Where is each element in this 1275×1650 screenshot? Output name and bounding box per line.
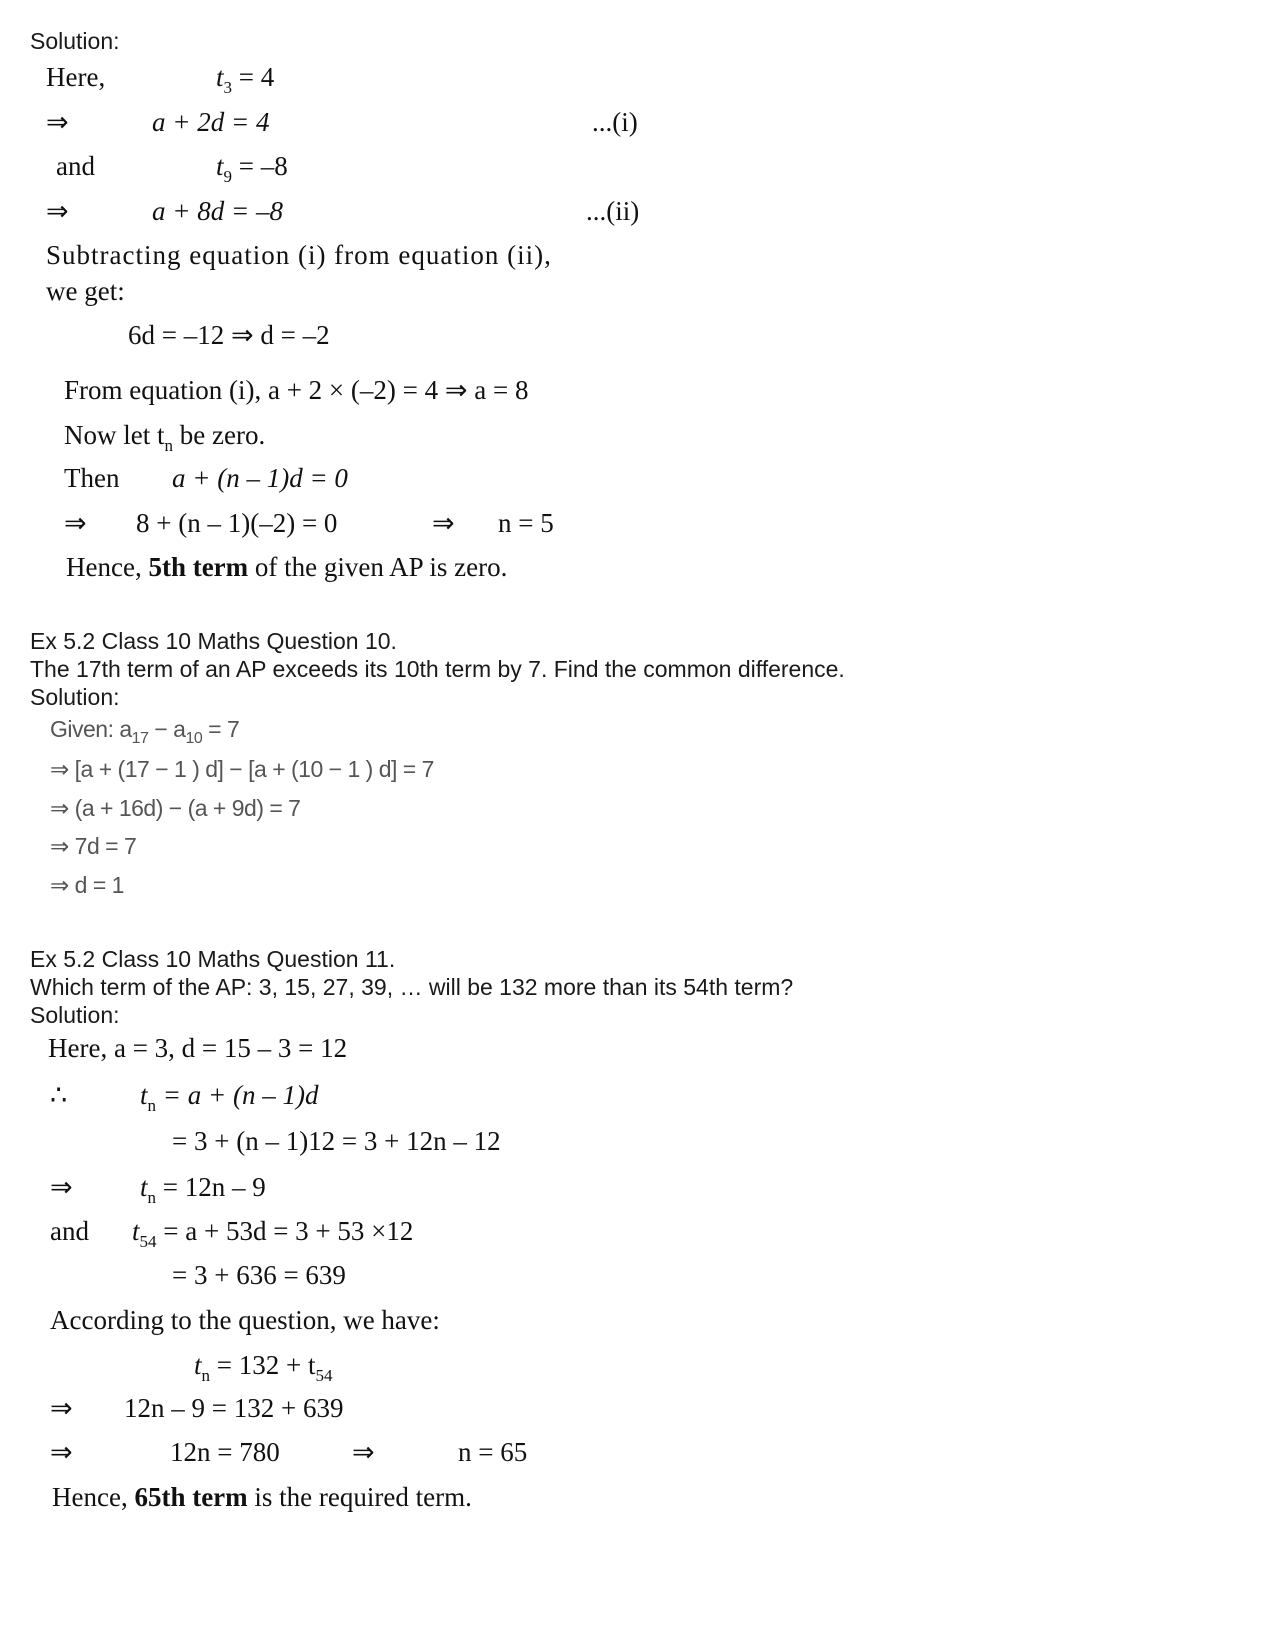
- n-result: n = 65: [458, 1437, 528, 1467]
- step-2: 12n = 780: [170, 1437, 280, 1467]
- subtracting-text: Subtracting equation (i) from equation (ii),: [46, 240, 552, 270]
- tn-equation-3: $t_n = 12n - 9$: [140, 1172, 266, 1207]
- step-1: ⇒ [a + (17 − 1 ) d] − [a + (10 − 1 ) d] = 7: [50, 756, 434, 782]
- implies-symbol: ⇒: [432, 508, 455, 538]
- question-10-text: The 17th term of an AP exceeds its 10th term by 7. Find the common difference.: [30, 656, 845, 682]
- condition-equation: $t_n = 132 + t_{54}$: [194, 1350, 333, 1385]
- step-1: 12n – 9 = 132 + 639: [124, 1393, 344, 1423]
- according-text: According to the question, we have:: [50, 1305, 440, 1335]
- therefore-symbol: ∴: [50, 1080, 68, 1110]
- step-4: ⇒ d = 1: [50, 872, 124, 898]
- we-get-text: we get:: [46, 276, 125, 306]
- here-line: Here, a = 3, d = 15 – 3 = 12: [48, 1033, 348, 1063]
- tn-equation-2: = 3 + (n – 1)12 = 3 + 12n – 12: [172, 1126, 501, 1156]
- then-equation: a + (n – 1)d = 0: [172, 463, 348, 493]
- implies-symbol: ⇒: [50, 1172, 73, 1202]
- equation-2: a + 8d = –8: [152, 196, 283, 226]
- now-let-text: Now let $t_n$ be zero.: [64, 420, 266, 455]
- solution-label: Solution:: [30, 1002, 120, 1028]
- step-equation: 8 + (n – 1)(–2) = 0: [136, 508, 338, 538]
- t3-equation: $t_3 = 4$: [216, 62, 275, 97]
- equation-2-tag: ...(ii): [586, 196, 640, 226]
- implies-symbol: ⇒: [50, 1393, 73, 1423]
- t9-equation: $t_9 = -8$: [216, 151, 288, 186]
- question-11-text: Which term of the AP: 3, 15, 27, 39, … will be 132 more than its 54th term?: [30, 974, 794, 1000]
- equation-1-tag: ...(i): [592, 107, 638, 137]
- implies-symbol: ⇒: [64, 508, 87, 538]
- tn-equation-1: $t_n = a + (n - 1)d$: [140, 1080, 319, 1115]
- question-10-title: Ex 5.2 Class 10 Maths Question 10.: [30, 628, 397, 654]
- solution-label: Solution:: [30, 28, 120, 54]
- step-2: ⇒ (a + 16d) − (a + 9d) = 7: [50, 795, 301, 821]
- question-11-title: Ex 5.2 Class 10 Maths Question 11.: [30, 946, 396, 972]
- t54-equation-1: $t_{54} = a + 53d = 3 + 53 \times 12$: [132, 1216, 414, 1251]
- n-result: n = 5: [498, 508, 554, 538]
- and-label: and: [56, 151, 95, 181]
- conclusion-text: Hence, 5th term of the given AP is zero.: [66, 552, 508, 582]
- d-result: 6d = –12 ⇒ d = –2: [128, 320, 330, 350]
- and-label: and: [50, 1216, 89, 1246]
- implies-symbol: ⇒: [46, 196, 69, 226]
- given-line: Given: $a_{17} - a_{10} = 7$: [50, 716, 240, 747]
- conclusion-text: Hence, 65th term is the required term.: [52, 1482, 472, 1512]
- implies-symbol: ⇒: [46, 107, 69, 137]
- implies-symbol: ⇒: [352, 1437, 375, 1467]
- step-3: ⇒ 7d = 7: [50, 833, 137, 859]
- solution-label: Solution:: [30, 684, 120, 710]
- equation-1: a + 2d = 4: [152, 107, 270, 137]
- then-label: Then: [64, 463, 120, 493]
- implies-symbol: ⇒: [50, 1437, 73, 1467]
- t54-equation-2: = 3 + 636 = 639: [172, 1260, 346, 1290]
- from-equation-text: From equation (i), a + 2 × (–2) = 4 ⇒ a = 8: [64, 375, 529, 405]
- here-label: Here,: [46, 62, 106, 92]
